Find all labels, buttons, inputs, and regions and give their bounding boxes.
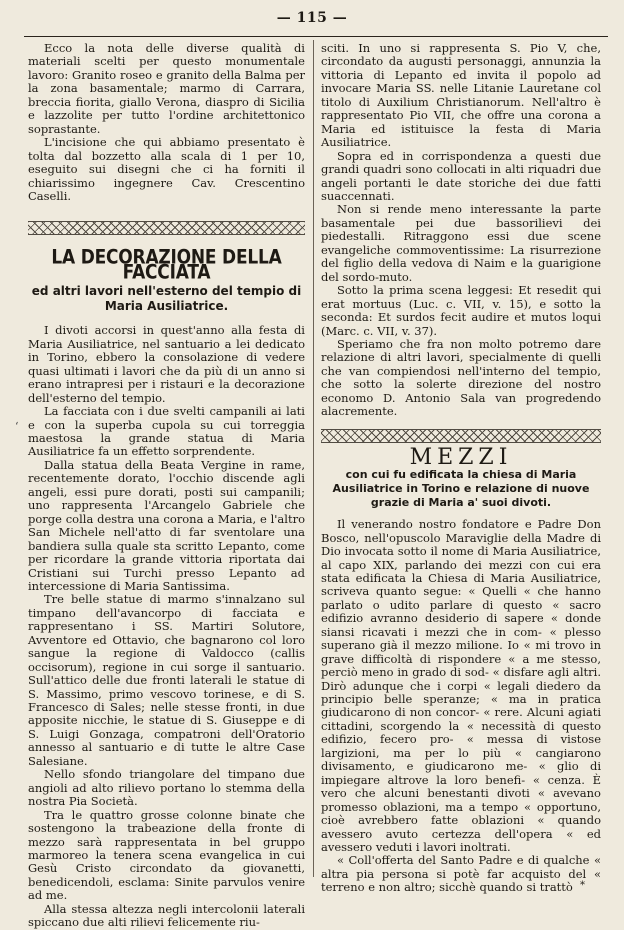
section-ornament — [321, 429, 601, 443]
paragraph: Non si rende meno interessante la parte basamentale pei due bassorilievi dei piedestalli. Ritraggono essi due scene evangeliche commoventissime: La risurrezione del figlio della vedova di Naim e la guarigione del sordo-muto. — [321, 202, 601, 284]
section-subtitle: ed altri lavori nell'esterno del tempio di Maria Ausiliatrice. — [31, 284, 302, 314]
header-rule — [24, 36, 608, 37]
right-column — [321, 42, 601, 895]
paragraph: Tre belle statue di marmo s'innalzano sul timpano dell'avancorpo di facciata e rappresentano i SS. Martiri Solutore, Avventore ed Ottavio, che bagnarono col loro sangue la regione di Valdocco (callis occisorum), regione in cui sorge il santuario. Sull'attico delle due fronti laterali le statue di S. Massimo, primo vescovo torinese, e di S. Francesco di Sales; nelle stesse fronti, in due apposite nicchie, le statue di S. Giuseppe e di S. Luigi Gonzaga, compatroni dell'Oratorio annesso al santuario e di tutte le altre Case Salesiane. — [28, 592, 305, 768]
margin-mark: ʻ — [15, 420, 19, 433]
section-ornament — [28, 221, 305, 235]
paragraph: La facciata con i due svelti campanili ai lati e con la superba cupola su cui torreggia maestosa la grande statua di Maria Ausiliatrice fa un effetto sorprendente. — [28, 404, 305, 459]
section-title: LA DECORAZIONE DELLA FACCIATA — [51, 246, 282, 286]
paragraph: Sopra ed in corrispondenza a questi due grandi quadri sono collocati in alti riquadri due angeli portanti le date storiche dei due fatti suaccennati. — [321, 148, 601, 203]
paragraph: Alla stessa altezza negli intercolonii laterali spiccano due alti rilievi felicemente riu- — [28, 901, 305, 930]
paragraph: Speriamo che fra non molto potremo dare relazione di altri lavori, specialmente di quelli che van compiendosi nell'interno del tempio, che sotto la solerte direzione del nostro economo D. Antonio Sala van progredendo alacremente. — [321, 336, 601, 419]
paragraph: I divoti accorsi in quest'anno alla festa di Maria Ausiliatrice, nel santuario a lei dedicato in Torino, ebbero la consolazione di vedere quasi ultimati i lavori che da più di un anno si erano intrapresi per i ristauri e la decorazione dell'esterno del tempio. — [28, 323, 305, 405]
column-divider — [313, 40, 314, 877]
paragraph: Tra le quattro grosse colonne binate che sostengono la trabeazione della fronte di mezzo sarà rappresentata in bel gruppo marmoreo la tenera scena evangelica in cui Gesù Cristo circondato da giovanetti, benedicendoli, esclama: Sinite parvulos venire ad me. — [28, 807, 305, 903]
paragraph: Sotto la prima scena leggesi: Et resedit qui erat mortuus (Luc. c. VII, v. 15), e sotto la seconda: Et surdos fecit audire et mutos loqui (Marc. c. VII, v. 37). — [321, 283, 601, 338]
intro-paragraph: Ecco la nota delle diverse qualità di materiali scelti per questo monumentale lavoro: Granito roseo e granito della Balma per la zona basamentale; marmo di Carrara, breccia fiorita, giallo Verona, diaspro di Sicilia e lazzolite per tutto l'ordine architettonico soprastante. — [28, 41, 305, 136]
section-title: MEZZI — [409, 444, 513, 470]
left-column — [28, 42, 305, 930]
paragraph: Dalla statua della Beata Vergine in rame, recentemente dorato, l'occhio discende agli angeli, essi pure dorati, posti sui campanili; uno rappresenta l'Arcangelo Gabriele che porge colla destra una corona a Maria, e l'altro San Michele nell'atto di far sventolare una bandiera sulla quale sta scritto Lepanto, come per ricordare la grande vittoria riportata dai Cristiani sui Turchi presso Lepanto ad intercessione di Maria Santissima. — [28, 457, 305, 593]
paragraph: Nello sfondo triangolare del timpano due angioli ad alto rilievo portano lo stemma della nostra Pia Società. — [28, 767, 305, 809]
paragraph: « Coll'offerta del Santo Padre e di qualche « altra pia persona si potè far acquisto del « terreno e non altro; sicchè quando si trattò — [321, 853, 601, 895]
paragraph: Il venerando nostro fondatore e Padre Don Bosco, nell'opuscolo Maraviglie della Madre di Dio invocata sotto il nome di Maria Ausiliatrice, al capo XIX, parlando dei mezzi con cui era stata edificata la Chiesa di Maria Ausiliatrice, scriveva quanto segue: « Quelli « che hanno parlato o udito parlare di questo « sacro edifizio avranno desiderio di sapere « donde siansi ricavati i mezzi che in com- « plesso superano già il mezzo milione. Io « mi trovo in grave difficoltà di rispondere « a me stesso, perciò meno in grado di sod- « disfare agli altri. Dirò adunque che i corpi « legali diedero da principio belle speranze; « ma in pratica giudicarono di non concor- « rere. Alcuni agiati cittadini, scorgendo la « necessità di questo edifizio, fecero pro- « messa di vistose largizioni, ma per lo più « cangiarono divisamento, e giudicarono me- « glio di impiegare altrove la loro benefi- « cenza. È vero che alcuni benestanti divoti « avevano promesso oblazioni, ma a tempo « opportuno, cioè avrebbero fatte oblazioni « quando avessero avuto certezza dell'opera « ed avessero veduti i lavori inoltrati. — [321, 517, 601, 855]
section-subtitle: con cui fu edificata la chiesa di Maria Ausiliatrice in Torino e relazione di nuove grazie di Maria a' suoi divoti. — [332, 468, 590, 510]
footer-mark: * — [580, 880, 585, 891]
paragraph: sciti. In uno si rappresenta S. Pio V, che, circondato da augusti personaggi, annunzia la vittoria di Lepanto ed invita il popolo ad invocare Maria SS. nelle Litanie Lauretane col titolo di Auxilium Christianorum. Nell'altro è rappresentato Pio VII, che offre una corona a Maria ed istituisce la festa di Maria Ausiliatrice. — [321, 41, 601, 150]
page-number: — 115 — — [276, 10, 348, 26]
intro-paragraph: L'incisione che qui abbiamo presentato è tolta dal bozzetto alla scala di 1 per 10, eseguito sui disegni che ci ha forniti il chiarissimo ingegnere Cav. Crescentino Caselli. — [28, 135, 305, 203]
